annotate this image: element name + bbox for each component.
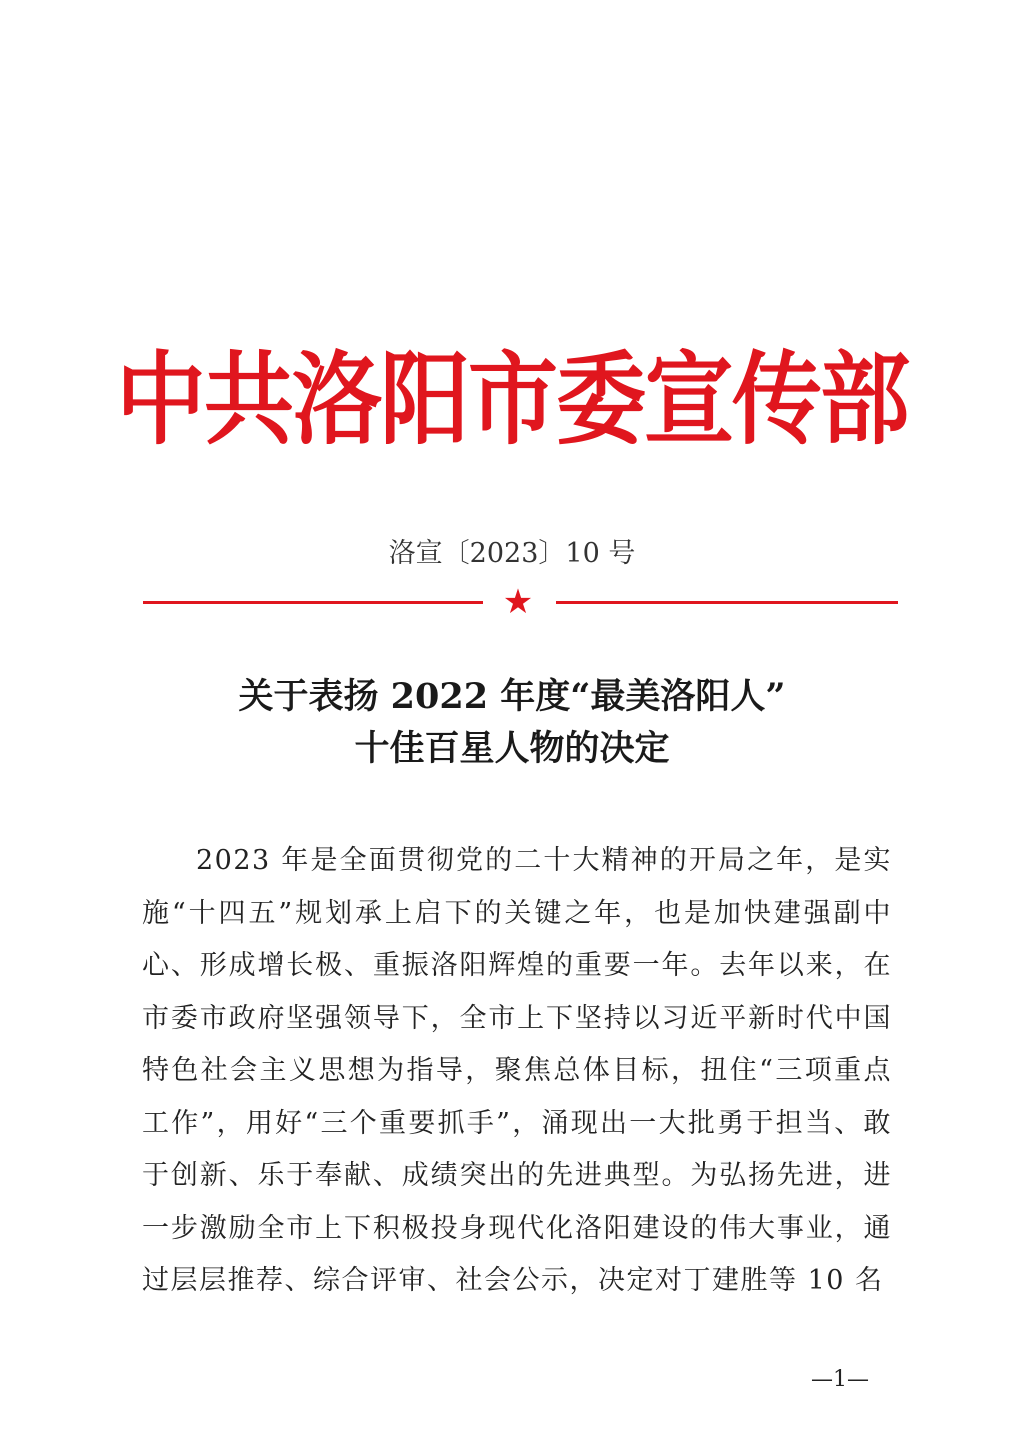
document-title-line-2: 十佳百星人物的决定: [354, 728, 670, 769]
document-title-line-1: 关于表扬 2022 年度“最美洛阳人”: [238, 676, 786, 717]
document-number: 洛宣〔2023〕10 号: [388, 538, 636, 569]
body-paragraph: 2023 年是全面贯彻党的二十大精神的开局之年，是实施“十四五”规划承上启下的关键之年，也是加快建强副中心、形成增长极、重振洛阳辉煌的重要一年。去年以来，在市委市政府坚强领导下，全市上下坚持以习近平新时代中国特色社会主义思想为指导，聚焦总体目标，扭住“三项重点工作”，用好“三个重要抓手”，涌现出一大批勇于担当、敢于创新、乐于奉献、成绩突出的先进典型。为弘扬先进，进一步激励全市上下积极投身现代化洛阳建设的伟大事业，通过层层推荐、综合评审、社会公示，决定对丁建胜等 10 名: [142, 845, 892, 1296]
issuer-masthead: 中共洛阳市委宣传部: [116, 340, 908, 460]
page-number: —1—: [811, 1367, 869, 1392]
star-icon: ★: [502, 582, 534, 622]
red-divider-right: [556, 601, 898, 604]
red-divider-left: [143, 601, 483, 604]
